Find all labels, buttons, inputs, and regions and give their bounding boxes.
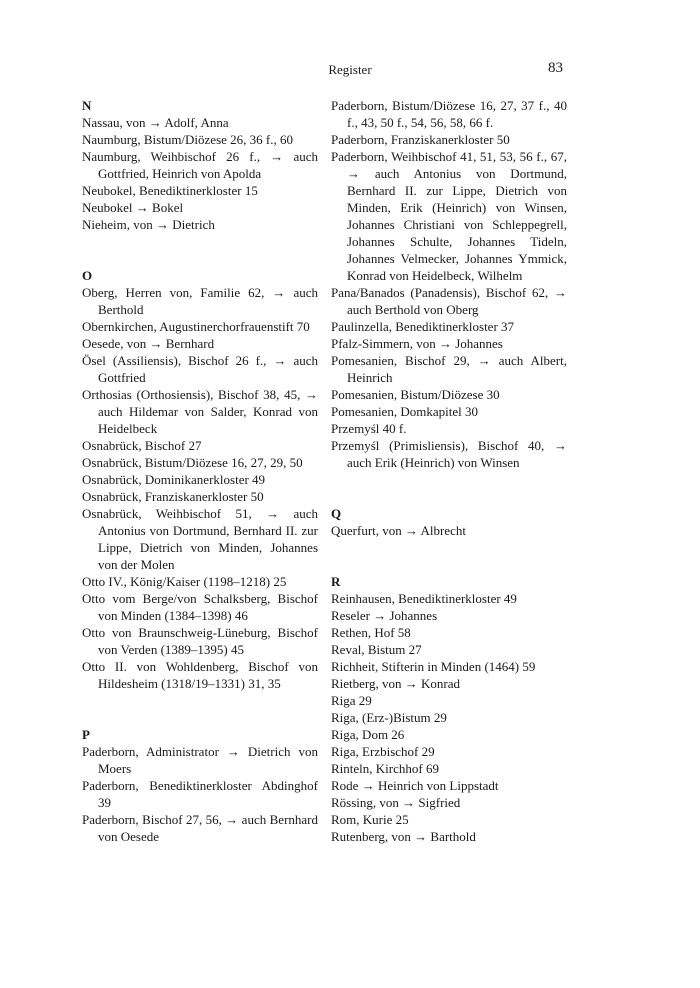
section-gap <box>82 692 318 726</box>
index-entry: Pomesanien, Domkapitel 30 <box>331 404 478 419</box>
index-entry: Neubokel, Benediktinerkloster 15 <box>82 183 258 198</box>
index-entry: Richheit, Stifterin in Minden (1464) 59 <box>331 659 536 674</box>
index-entry: Ösel (Assiliensis), Bischof 26 f., → auch Gottfried <box>82 353 318 385</box>
page-number: 83 <box>548 60 563 76</box>
index-entry: Paderborn, Benediktinerkloster Abdinghof 39 <box>82 778 318 810</box>
index-entry: Otto IV., König/Kaiser (1198–1218) 25 <box>82 574 287 589</box>
index-entry: Otto II. von Wohldenberg, Bischof von Hildesheim (1318/19–1331) 31, 35 <box>82 659 318 691</box>
index-entry: Osnabrück, Franziskanerkloster 50 <box>82 489 264 504</box>
index-entry: Reseler → Johannes <box>331 608 438 623</box>
index-entry: Paderborn, Bistum/Diözese 16, 27, 37 f., 40 f., 43, 50 f., 54, 56, 58, 66 f. <box>331 98 567 130</box>
index-entry: Naumburg, Bistum/Diözese 26, 36 f., 60 <box>82 132 293 147</box>
index-entry: Osnabrück, Bischof 27 <box>82 438 202 453</box>
index-entry: Pomesanien, Bischof 29, → auch Albert, Heinrich <box>331 353 567 385</box>
right-column <box>331 97 567 845</box>
index-entry: Rom, Kurie 25 <box>331 812 409 827</box>
section-letter: N <box>82 98 92 113</box>
index-entry: Nassau, von → Adolf, Anna <box>82 115 229 130</box>
index-entry: Oberg, Herren von, Familie 62, → auch Berthold <box>82 285 318 317</box>
running-header: Register <box>328 62 372 77</box>
index-entry: Osnabrück, Dominikanerkloster 49 <box>82 472 266 487</box>
index-entry: Paderborn, Franziskanerkloster 50 <box>331 132 510 147</box>
section-letter: P <box>82 727 90 742</box>
index-entry: Pfalz-Simmern, von → Johannes <box>331 336 503 351</box>
index-entry: Rinteln, Kirchhof 69 <box>331 761 439 776</box>
index-entry: Rode → Heinrich von Lippstadt <box>331 778 499 793</box>
index-entry: Nieheim, von → Dietrich <box>82 217 215 232</box>
index-entry: Obernkirchen, Augustinerchorfrauenstift 70 <box>82 319 310 334</box>
index-entry: Riga 29 <box>331 693 372 708</box>
index-entry: Querfurt, von → Albrecht <box>331 523 467 538</box>
section-gap <box>331 471 567 505</box>
index-entry: Riga, Erzbischof 29 <box>331 744 435 759</box>
index-entry: Rietberg, von → Konrad <box>331 676 461 691</box>
index-entry: Pana/Banados (Panadensis), Bischof 62, → auch Berthold von Oberg <box>331 285 567 317</box>
left-column <box>82 97 318 845</box>
section-gap <box>331 539 567 573</box>
index-entry: Otto von Braunschweig-Lüneburg, Bischof von Verden (1389–1395) 45 <box>82 625 318 657</box>
index-entry: Reinhausen, Benediktinerkloster 49 <box>331 591 517 606</box>
index-entry: Riga, Dom 26 <box>331 727 405 742</box>
index-entry: Rutenberg, von → Barthold <box>331 829 476 844</box>
index-entry: Pomesanien, Bistum/Diözese 30 <box>331 387 500 402</box>
index-entry: Neubokel → Bokel <box>82 200 184 215</box>
index-entry: Przemyśl 40 f. <box>331 421 407 436</box>
index-entry: Osnabrück, Weihbischof 51, → auch Antonius von Dortmund, Bernhard II. zur Lippe, Dietrich von Minden, Johannes von der Molen <box>82 506 318 572</box>
index-entry: Przemyśl (Primisliensis), Bischof 40, → auch Erik (Heinrich) von Winsen <box>331 438 567 470</box>
index-entry: Rössing, von → Sigfried <box>331 795 461 810</box>
index-entry: Paderborn, Administrator → Dietrich von Moers <box>82 744 318 776</box>
index-entry: Oesede, von → Bernhard <box>82 336 215 351</box>
index-entry: Otto vom Berge/von Schalksberg, Bischof von Minden (1384–1398) 46 <box>82 591 318 623</box>
index-entry: Osnabrück, Bistum/Diözese 16, 27, 29, 50 <box>82 455 303 470</box>
index-entry: Naumburg, Weihbischof 26 f., → auch Gottfried, Heinrich von Apolda <box>82 149 318 181</box>
index-entry: Riga, (Erz-)Bistum 29 <box>331 710 447 725</box>
section-letter: R <box>331 574 341 589</box>
index-entry: Paulinzella, Benediktinerkloster 37 <box>331 319 515 334</box>
index-entry: Reval, Bistum 27 <box>331 642 422 657</box>
index-entry: Paderborn, Weihbischof 41, 51, 53, 56 f., 67, → auch Antonius von Dortmund, Bernhard II. zur Lippe, Dietrich von Minden, Erik (Heinrich) von Winsen, Johannes Christiani von Schleppegrell, Johannes Schulte, Johannes Tideln, Johannes Velmecker, Johannes Ymmick, Konrad von Heidelbeck, Wilhelm <box>331 149 567 283</box>
index-entry: Orthosias (Orthosiensis), Bischof 38, 45, → auch Hildemar von Salder, Konrad von Heidelbeck <box>82 387 318 436</box>
section-letter: O <box>82 268 93 283</box>
index-entry: Rethen, Hof 58 <box>331 625 411 640</box>
section-letter: Q <box>331 506 342 521</box>
index-entry: Paderborn, Bischof 27, 56, → auch Bernhard von Oesede <box>82 812 318 844</box>
section-gap <box>82 233 318 267</box>
